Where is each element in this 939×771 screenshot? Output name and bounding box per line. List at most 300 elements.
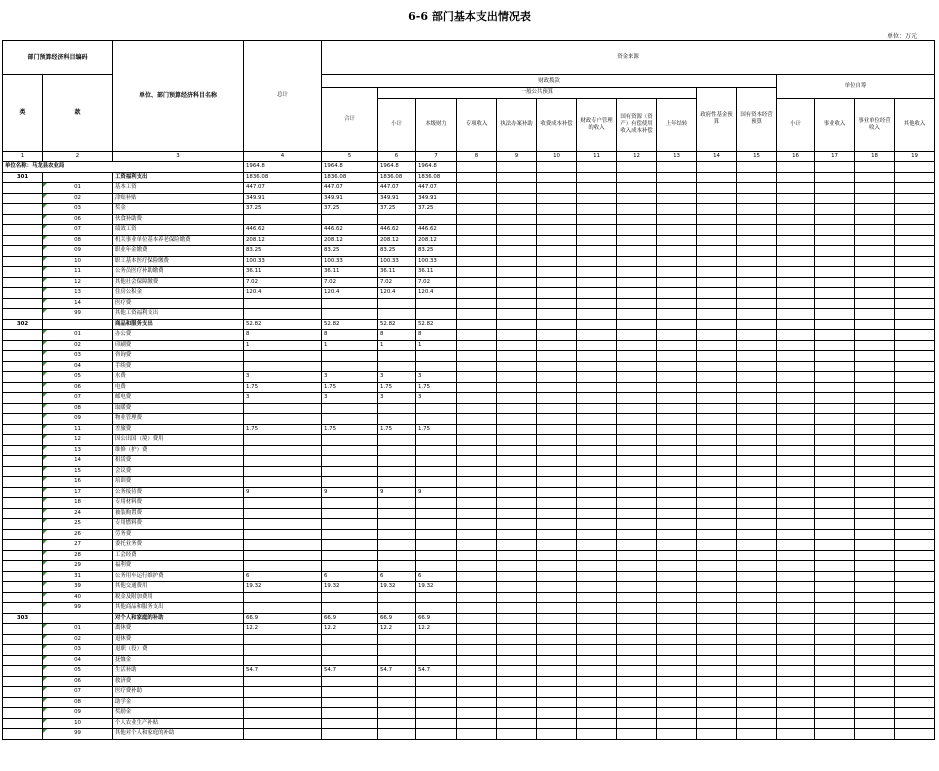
cell-name: 劳务费 <box>113 529 244 540</box>
cell-empty <box>895 319 935 330</box>
cell-empty <box>777 235 815 246</box>
cell-empty <box>855 445 895 456</box>
cell-empty <box>537 561 577 572</box>
cell-value <box>416 603 457 614</box>
cell-empty <box>737 582 777 593</box>
cell-empty <box>855 645 895 656</box>
cell-empty <box>457 718 497 729</box>
cell-empty <box>815 225 855 236</box>
cell-empty <box>657 246 697 257</box>
cell-empty <box>537 256 577 267</box>
cell-value: 19.32 <box>378 582 416 593</box>
cell-empty <box>537 603 577 614</box>
cell-empty <box>577 729 617 740</box>
cell-empty <box>777 529 815 540</box>
cell-empty <box>697 361 737 372</box>
cell-empty <box>657 235 697 246</box>
cell-empty <box>737 687 777 698</box>
col-num: 19 <box>895 151 935 162</box>
cell-value: 208.12 <box>244 235 322 246</box>
cell-empty <box>657 183 697 194</box>
cell-empty <box>457 403 497 414</box>
header-xiaoji: 小计 <box>378 98 416 151</box>
cell-kuan: 03 <box>43 351 113 362</box>
cell-empty <box>855 487 895 498</box>
cell-empty <box>617 172 657 183</box>
cell-kuan: 02 <box>43 193 113 204</box>
cell-empty <box>737 424 777 435</box>
cell-value <box>322 676 378 687</box>
cell-lei <box>3 393 43 404</box>
cell-empty <box>777 477 815 488</box>
cell-empty <box>855 235 895 246</box>
cell-empty <box>737 529 777 540</box>
cell-empty <box>657 697 697 708</box>
cell-name: 被装购置费 <box>113 508 244 519</box>
cell-value: 83.25 <box>244 246 322 257</box>
cell-empty <box>497 435 537 446</box>
table-row <box>3 393 935 404</box>
cell-empty <box>777 676 815 687</box>
cell-name: 因公出国（境）费用 <box>113 435 244 446</box>
cell-empty <box>457 550 497 561</box>
cell-kuan <box>43 613 113 624</box>
header-shoufei: 收费成本补偿 <box>537 98 577 151</box>
cell-empty <box>815 634 855 645</box>
cell-empty <box>537 298 577 309</box>
cell-empty <box>737 214 777 225</box>
cell-value <box>322 445 378 456</box>
header-finance: 财政拨款 <box>322 75 777 88</box>
cell-empty <box>657 214 697 225</box>
cell-empty <box>815 309 855 320</box>
cell-value: 36.11 <box>378 267 416 278</box>
cell-empty <box>537 592 577 603</box>
header-zhixi: 执法办案补助 <box>497 98 537 151</box>
cell-empty <box>777 204 815 215</box>
cell-value: 52.82 <box>378 319 416 330</box>
category-row <box>3 172 935 183</box>
cell-value <box>322 718 378 729</box>
cell-empty <box>457 172 497 183</box>
cell-empty <box>697 267 737 278</box>
cell-empty <box>537 330 577 341</box>
cell-empty <box>577 267 617 278</box>
cell-value <box>378 214 416 225</box>
cell-value <box>244 309 322 320</box>
cell-empty <box>815 183 855 194</box>
cell-empty <box>577 687 617 698</box>
cell-empty <box>697 697 737 708</box>
cell-empty <box>737 634 777 645</box>
cell-value: 37.25 <box>378 204 416 215</box>
cell-empty <box>497 624 537 635</box>
cell-value <box>378 309 416 320</box>
cell-empty <box>737 477 777 488</box>
cell-empty <box>457 183 497 194</box>
cell-value <box>378 403 416 414</box>
cell-empty <box>537 718 577 729</box>
table-row <box>3 193 935 204</box>
cell-empty <box>855 582 895 593</box>
cell-empty <box>777 571 815 582</box>
cell-empty <box>777 340 815 351</box>
cell-value <box>416 214 457 225</box>
table-row <box>3 214 935 225</box>
cell-empty <box>815 666 855 677</box>
cell-empty <box>815 319 855 330</box>
cell-empty <box>657 309 697 320</box>
cell-empty <box>697 424 737 435</box>
cell-value: 19.32 <box>416 582 457 593</box>
cell-empty <box>457 319 497 330</box>
table-row <box>3 550 935 561</box>
cell-value <box>416 466 457 477</box>
cell-empty <box>657 298 697 309</box>
cell-value: 3 <box>416 393 457 404</box>
cell-empty <box>617 267 657 278</box>
cell-name: 基本工资 <box>113 183 244 194</box>
cell-empty <box>577 256 617 267</box>
cell-lei <box>3 582 43 593</box>
cell-empty <box>577 298 617 309</box>
cell-kuan <box>43 172 113 183</box>
cell-kuan: 18 <box>43 498 113 509</box>
cell-empty <box>855 477 895 488</box>
cell-value <box>322 403 378 414</box>
cell-empty <box>577 498 617 509</box>
cell-empty <box>895 571 935 582</box>
cell-value <box>322 351 378 362</box>
cell-kuan: 12 <box>43 277 113 288</box>
cell-value <box>322 540 378 551</box>
header-xiaoji2: 小计 <box>777 98 815 151</box>
cell-empty <box>777 466 815 477</box>
cell-value: 120.4 <box>322 288 378 299</box>
cell-kuan: 03 <box>43 204 113 215</box>
cell-value: 19.32 <box>244 582 322 593</box>
table-row <box>3 424 935 435</box>
cell-empty <box>737 340 777 351</box>
header-caizheng: 财政专户管理的收入 <box>577 98 617 151</box>
cell-kuan: 99 <box>43 309 113 320</box>
header-code-group: 部门预算经济科目编码 <box>3 41 113 75</box>
cell-empty <box>457 655 497 666</box>
header-qita: 其他收入 <box>895 98 935 151</box>
cell-lei <box>3 571 43 582</box>
cell-empty <box>657 582 697 593</box>
cell-empty <box>815 697 855 708</box>
cell-empty <box>537 540 577 551</box>
cell-empty <box>815 351 855 362</box>
cell-empty <box>617 361 657 372</box>
cell-empty <box>657 466 697 477</box>
cell-empty <box>577 487 617 498</box>
cell-empty <box>697 193 737 204</box>
cell-empty <box>617 676 657 687</box>
cell-empty <box>457 225 497 236</box>
cell-value: 349.91 <box>416 193 457 204</box>
cell-empty <box>457 414 497 425</box>
table-row <box>3 403 935 414</box>
cell-value: 349.91 <box>378 193 416 204</box>
cell-empty <box>457 298 497 309</box>
cell-name: 税金及附加费用 <box>113 592 244 603</box>
cell-kuan: 08 <box>43 235 113 246</box>
cell-empty <box>577 456 617 467</box>
cell-empty <box>657 729 697 740</box>
cell-empty <box>697 309 737 320</box>
cell-lei <box>3 372 43 383</box>
cell-empty <box>777 634 815 645</box>
cell-value <box>244 603 322 614</box>
unit-benji: 1964.8 <box>416 162 457 173</box>
cell-empty <box>497 613 537 624</box>
cell-empty <box>895 277 935 288</box>
cell-empty <box>737 403 777 414</box>
cell-value: 3 <box>416 372 457 383</box>
cell-value <box>378 655 416 666</box>
cell-kuan: 99 <box>43 729 113 740</box>
cell-value <box>322 697 378 708</box>
cell-kuan: 25 <box>43 519 113 530</box>
cell-empty <box>815 603 855 614</box>
cell-empty <box>577 666 617 677</box>
cell-name: 培训费 <box>113 477 244 488</box>
cell-name: 商品和服务支出 <box>113 319 244 330</box>
cell-lei <box>3 487 43 498</box>
budget-table <box>2 40 935 740</box>
cell-value: 1.75 <box>378 424 416 435</box>
cell-value: 52.82 <box>244 319 322 330</box>
cell-empty <box>497 382 537 393</box>
cell-value: 100.33 <box>416 256 457 267</box>
cell-empty <box>815 361 855 372</box>
cell-empty <box>777 172 815 183</box>
cell-name: 维修（护）费 <box>113 445 244 456</box>
cell-empty <box>737 382 777 393</box>
cell-empty <box>537 529 577 540</box>
cell-empty <box>737 592 777 603</box>
cell-lei <box>3 561 43 572</box>
cell-name: 公务接待费 <box>113 487 244 498</box>
cell-value <box>322 729 378 740</box>
cell-empty <box>617 498 657 509</box>
cell-empty <box>617 582 657 593</box>
cell-kuan: 11 <box>43 267 113 278</box>
cell-empty <box>697 235 737 246</box>
cell-lei <box>3 351 43 362</box>
cell-value <box>244 466 322 477</box>
cell-empty <box>895 676 935 687</box>
cell-name: 电费 <box>113 382 244 393</box>
cell-value: 3 <box>244 393 322 404</box>
cell-empty <box>815 550 855 561</box>
cell-empty <box>577 309 617 320</box>
cell-empty <box>855 183 895 194</box>
cell-empty <box>537 498 577 509</box>
header-kuan: 款 <box>43 75 113 152</box>
cell-empty <box>737 624 777 635</box>
cell-value: 120.4 <box>244 288 322 299</box>
col-num: 8 <box>457 151 497 162</box>
header-guoyou: 国有资源（资产）有偿使用收入成本补偿 <box>617 98 657 151</box>
cell-empty <box>457 592 497 603</box>
cell-empty <box>657 624 697 635</box>
cell-empty <box>895 697 935 708</box>
cell-value: 8 <box>378 330 416 341</box>
cell-lei <box>3 382 43 393</box>
cell-empty <box>815 540 855 551</box>
cell-name: 职业年金缴费 <box>113 246 244 257</box>
cell-empty <box>657 477 697 488</box>
cell-lei <box>3 298 43 309</box>
cell-name: 津贴补贴 <box>113 193 244 204</box>
cell-empty <box>815 393 855 404</box>
cell-empty <box>815 193 855 204</box>
cell-value: 12.2 <box>322 624 378 635</box>
table-row <box>3 382 935 393</box>
cell-empty <box>777 309 815 320</box>
cell-lei <box>3 519 43 530</box>
cell-empty <box>457 288 497 299</box>
header-self: 单位自筹 <box>777 75 935 99</box>
table-row <box>3 666 935 677</box>
cell-value: 3 <box>378 393 416 404</box>
cell-value: 447.07 <box>244 183 322 194</box>
cell-lei: 302 <box>3 319 43 330</box>
cell-name: 手续费 <box>113 361 244 372</box>
col-num: 14 <box>697 151 737 162</box>
cell-value: 52.82 <box>322 319 378 330</box>
cell-empty <box>497 340 537 351</box>
cell-value <box>416 361 457 372</box>
cell-value <box>244 508 322 519</box>
table-row <box>3 235 935 246</box>
cell-empty <box>697 634 737 645</box>
cell-value <box>244 414 322 425</box>
cell-empty <box>855 466 895 477</box>
cell-empty <box>815 613 855 624</box>
cell-empty <box>895 603 935 614</box>
cell-value <box>416 508 457 519</box>
cell-value: 6 <box>416 571 457 582</box>
cell-empty <box>657 393 697 404</box>
cell-value: 7.02 <box>244 277 322 288</box>
cell-empty <box>657 550 697 561</box>
cell-empty <box>815 645 855 656</box>
cell-lei <box>3 645 43 656</box>
cell-empty <box>577 183 617 194</box>
cell-empty <box>617 319 657 330</box>
cell-empty <box>737 718 777 729</box>
cell-value <box>378 729 416 740</box>
cell-empty <box>657 666 697 677</box>
cell-empty <box>657 256 697 267</box>
cell-empty <box>815 624 855 635</box>
cell-empty <box>657 603 697 614</box>
cell-lei <box>3 687 43 698</box>
cell-empty <box>577 340 617 351</box>
cell-value: 9 <box>378 487 416 498</box>
cell-empty <box>815 330 855 341</box>
cell-empty <box>537 361 577 372</box>
cell-value: 1.75 <box>244 424 322 435</box>
cell-kuan: 27 <box>43 540 113 551</box>
cell-empty <box>777 225 815 236</box>
cell-empty <box>537 729 577 740</box>
table-row <box>3 414 935 425</box>
cell-empty <box>777 424 815 435</box>
cell-empty <box>657 340 697 351</box>
cell-name: 差旅费 <box>113 424 244 435</box>
cell-name: 抚恤金 <box>113 655 244 666</box>
cell-empty <box>657 414 697 425</box>
cell-empty <box>577 519 617 530</box>
cell-lei <box>3 508 43 519</box>
cell-empty <box>895 666 935 677</box>
cell-value <box>416 729 457 740</box>
cell-empty <box>577 582 617 593</box>
table-row <box>3 288 935 299</box>
cell-empty <box>697 214 737 225</box>
cell-value <box>322 498 378 509</box>
cell-empty <box>657 330 697 341</box>
cell-empty <box>497 603 537 614</box>
cell-empty <box>777 351 815 362</box>
cell-empty <box>777 246 815 257</box>
cell-empty <box>657 508 697 519</box>
cell-empty <box>737 676 777 687</box>
cell-kuan: 01 <box>43 624 113 635</box>
cell-empty <box>737 183 777 194</box>
cell-empty <box>737 571 777 582</box>
cell-name: 生活补助 <box>113 666 244 677</box>
cell-empty <box>657 424 697 435</box>
cell-empty <box>697 403 737 414</box>
cell-empty <box>497 403 537 414</box>
cell-value <box>416 655 457 666</box>
cell-empty <box>537 634 577 645</box>
cell-empty <box>617 277 657 288</box>
table-row <box>3 372 935 383</box>
cell-empty <box>617 393 657 404</box>
cell-value <box>416 550 457 561</box>
cell-kuan: 04 <box>43 655 113 666</box>
cell-empty <box>617 414 657 425</box>
cell-name: 专用燃料费 <box>113 519 244 530</box>
cell-empty <box>537 655 577 666</box>
cell-empty <box>895 477 935 488</box>
cell-value <box>244 718 322 729</box>
cell-value <box>244 645 322 656</box>
cell-empty <box>457 676 497 687</box>
cell-empty <box>657 403 697 414</box>
cell-empty <box>855 718 895 729</box>
cell-empty <box>497 708 537 719</box>
cell-empty <box>577 676 617 687</box>
cell-empty <box>737 351 777 362</box>
cell-empty <box>895 456 935 467</box>
cell-empty <box>577 319 617 330</box>
cell-empty <box>657 655 697 666</box>
cell-empty <box>895 529 935 540</box>
cell-empty <box>577 246 617 257</box>
cell-value <box>322 655 378 666</box>
cell-value: 1 <box>416 340 457 351</box>
cell-empty <box>657 435 697 446</box>
cell-value <box>378 603 416 614</box>
